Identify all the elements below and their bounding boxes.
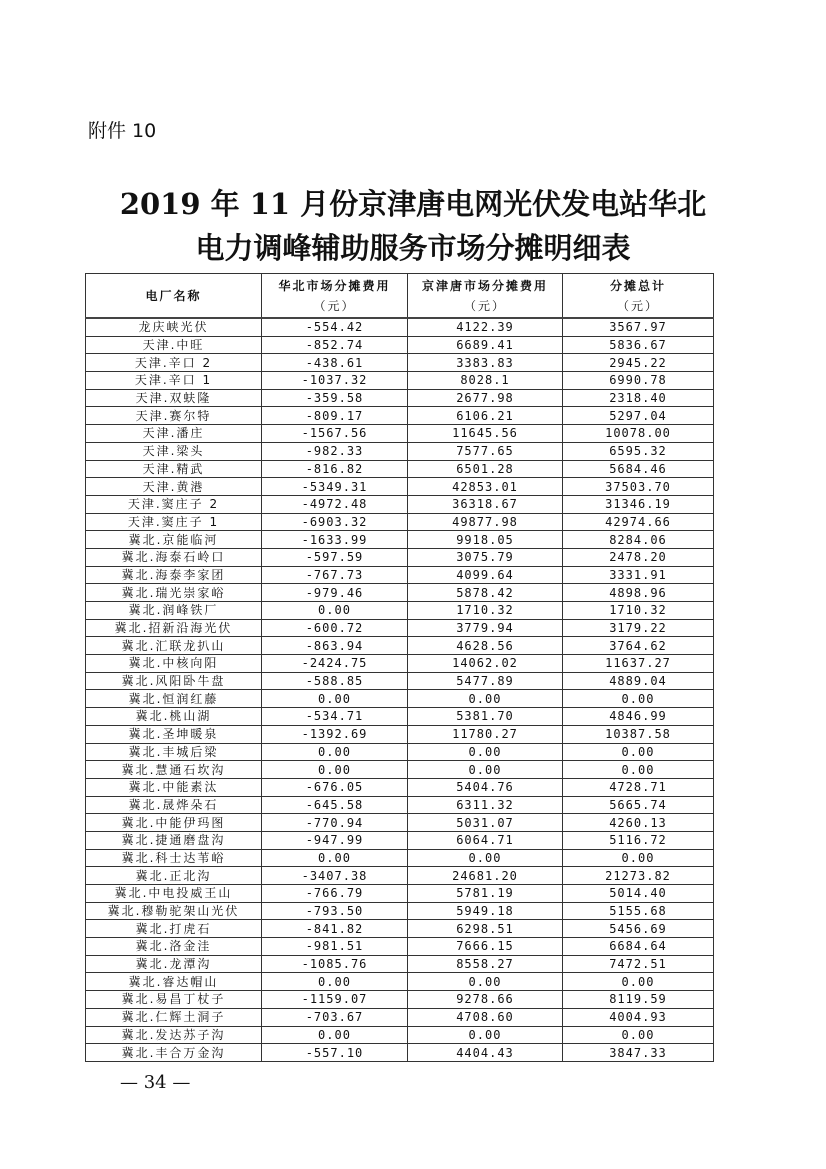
jjt-fee-cell: 2677.98 bbox=[408, 389, 563, 407]
north-china-fee-cell: -793.50 bbox=[262, 902, 408, 920]
total-cell: 3331.91 bbox=[563, 566, 714, 584]
plant-name-cell: 冀北.易昌丁杖子 bbox=[86, 991, 262, 1009]
plant-name-cell: 冀北.仁辉土洞子 bbox=[86, 1008, 262, 1026]
north-china-fee-cell: 0.00 bbox=[262, 602, 408, 620]
total-cell: 0.00 bbox=[563, 973, 714, 991]
jjt-fee-cell: 5381.70 bbox=[408, 708, 563, 726]
table-row bbox=[86, 796, 714, 814]
jjt-fee-cell: 11645.56 bbox=[408, 425, 563, 443]
table-row bbox=[86, 389, 714, 407]
plant-name-cell: 冀北.龙潭沟 bbox=[86, 955, 262, 973]
jjt-fee-cell: 6298.51 bbox=[408, 920, 563, 938]
total-cell: 8119.59 bbox=[563, 991, 714, 1009]
jjt-fee-cell: 5878.42 bbox=[408, 584, 563, 602]
plant-name-cell: 冀北.正北沟 bbox=[86, 867, 262, 885]
table-row bbox=[86, 372, 714, 390]
total-cell: 5456.69 bbox=[563, 920, 714, 938]
plant-name-cell: 冀北.中能伊玛图 bbox=[86, 814, 262, 832]
table-row bbox=[86, 867, 714, 885]
table-row bbox=[86, 407, 714, 425]
total-cell: 3567.97 bbox=[563, 318, 714, 336]
table-row bbox=[86, 849, 714, 867]
total-cell: 0.00 bbox=[563, 761, 714, 779]
table-row bbox=[86, 814, 714, 832]
plant-name-cell: 冀北.海泰李家团 bbox=[86, 566, 262, 584]
plant-name-cell: 天津.辛口 1 bbox=[86, 372, 262, 390]
jjt-fee-cell: 8028.1 bbox=[408, 372, 563, 390]
header-total bbox=[563, 274, 714, 319]
total-cell: 10387.58 bbox=[563, 725, 714, 743]
north-china-fee-cell: -600.72 bbox=[262, 619, 408, 637]
jjt-fee-cell: 4708.60 bbox=[408, 1008, 563, 1026]
plant-name-cell: 冀北.瑞光崇家峪 bbox=[86, 584, 262, 602]
jjt-fee-cell: 6064.71 bbox=[408, 831, 563, 849]
table-row bbox=[86, 920, 714, 938]
total-cell: 8284.06 bbox=[563, 531, 714, 549]
north-china-fee-cell: 0.00 bbox=[262, 761, 408, 779]
table-row bbox=[86, 478, 714, 496]
plant-name-cell: 冀北.晟烨朵石 bbox=[86, 796, 262, 814]
total-cell: 37503.70 bbox=[563, 478, 714, 496]
table-row bbox=[86, 548, 714, 566]
page-number: — 34 — bbox=[120, 1072, 191, 1093]
plant-name-cell: 天津.梁头 bbox=[86, 442, 262, 460]
total-cell: 5116.72 bbox=[563, 831, 714, 849]
plant-name-cell: 龙庆峡光伏 bbox=[86, 318, 262, 336]
table-row bbox=[86, 885, 714, 903]
jjt-fee-cell: 4628.56 bbox=[408, 637, 563, 655]
plant-name-cell: 天津.精武 bbox=[86, 460, 262, 478]
plant-name-cell: 天津.潘庄 bbox=[86, 425, 262, 443]
plant-name-cell: 冀北.京能临河 bbox=[86, 531, 262, 549]
plant-name-cell: 冀北.打虎石 bbox=[86, 920, 262, 938]
plant-name-cell: 冀北.丰城后梁 bbox=[86, 743, 262, 761]
plant-name-cell: 冀北.海泰石岭口 bbox=[86, 548, 262, 566]
total-cell: 5684.46 bbox=[563, 460, 714, 478]
total-cell: 4728.71 bbox=[563, 778, 714, 796]
north-china-fee-cell: 0.00 bbox=[262, 743, 408, 761]
plant-name-cell: 冀北.风阳卧牛盘 bbox=[86, 672, 262, 690]
total-cell: 5665.74 bbox=[563, 796, 714, 814]
plant-name-cell: 天津.黄港 bbox=[86, 478, 262, 496]
header-unit: （元） bbox=[313, 298, 356, 313]
table-row bbox=[86, 778, 714, 796]
total-cell: 2318.40 bbox=[563, 389, 714, 407]
total-cell: 2478.20 bbox=[563, 548, 714, 566]
north-china-fee-cell: -438.61 bbox=[262, 354, 408, 372]
north-china-fee-cell: -2424.75 bbox=[262, 655, 408, 673]
jjt-fee-cell: 3075.79 bbox=[408, 548, 563, 566]
north-china-fee-cell: -5349.31 bbox=[262, 478, 408, 496]
table-row bbox=[86, 831, 714, 849]
table-header-row bbox=[86, 274, 714, 319]
header-label: 分摊总计 bbox=[609, 278, 666, 293]
total-cell: 31346.19 bbox=[563, 495, 714, 513]
north-china-fee-cell: -703.67 bbox=[262, 1008, 408, 1026]
table-row bbox=[86, 743, 714, 761]
table-row bbox=[86, 602, 714, 620]
jjt-fee-cell: 14062.02 bbox=[408, 655, 563, 673]
north-china-fee-cell: -588.85 bbox=[262, 672, 408, 690]
north-china-fee-cell: -979.46 bbox=[262, 584, 408, 602]
north-china-fee-cell: -852.74 bbox=[262, 336, 408, 354]
jjt-fee-cell: 0.00 bbox=[408, 690, 563, 708]
total-cell: 0.00 bbox=[563, 743, 714, 761]
total-cell: 3179.22 bbox=[563, 619, 714, 637]
north-china-fee-cell: -982.33 bbox=[262, 442, 408, 460]
plant-name-cell: 天津.双蚨隆 bbox=[86, 389, 262, 407]
table-row bbox=[86, 336, 714, 354]
jjt-fee-cell: 0.00 bbox=[408, 743, 563, 761]
jjt-fee-cell: 0.00 bbox=[408, 761, 563, 779]
table-row bbox=[86, 354, 714, 372]
jjt-fee-cell: 49877.98 bbox=[408, 513, 563, 531]
jjt-fee-cell: 3383.83 bbox=[408, 354, 563, 372]
jjt-fee-cell: 0.00 bbox=[408, 973, 563, 991]
table-row bbox=[86, 513, 714, 531]
jjt-fee-cell: 5949.18 bbox=[408, 902, 563, 920]
plant-name-cell: 天津.窦庄子 2 bbox=[86, 495, 262, 513]
total-cell: 4004.93 bbox=[563, 1008, 714, 1026]
table-row bbox=[86, 1044, 714, 1062]
table-row bbox=[86, 566, 714, 584]
jjt-fee-cell: 6689.41 bbox=[408, 336, 563, 354]
total-cell: 0.00 bbox=[563, 849, 714, 867]
total-cell: 6990.78 bbox=[563, 372, 714, 390]
total-cell: 5014.40 bbox=[563, 885, 714, 903]
table-row bbox=[86, 531, 714, 549]
table-row bbox=[86, 991, 714, 1009]
plant-name-cell: 冀北.穆勒驼架山光伏 bbox=[86, 902, 262, 920]
plant-name-cell: 冀北.丰合万金沟 bbox=[86, 1044, 262, 1062]
jjt-fee-cell: 5781.19 bbox=[408, 885, 563, 903]
jjt-fee-cell: 5031.07 bbox=[408, 814, 563, 832]
jjt-fee-cell: 36318.67 bbox=[408, 495, 563, 513]
plant-name-cell: 冀北.恒润红藤 bbox=[86, 690, 262, 708]
jjt-fee-cell: 6501.28 bbox=[408, 460, 563, 478]
table-row bbox=[86, 637, 714, 655]
header-label: 电厂名称 bbox=[145, 288, 202, 303]
header-label: 华北市场分摊费用 bbox=[278, 278, 391, 293]
north-china-fee-cell: -645.58 bbox=[262, 796, 408, 814]
table-row bbox=[86, 1008, 714, 1026]
jjt-fee-cell: 9918.05 bbox=[408, 531, 563, 549]
page-title-line2: 电力调峰辅助服务市场分摊明细表 bbox=[195, 231, 631, 265]
jjt-fee-cell: 8558.27 bbox=[408, 955, 563, 973]
jjt-fee-cell: 42853.01 bbox=[408, 478, 563, 496]
north-china-fee-cell: -1567.56 bbox=[262, 425, 408, 443]
table-row bbox=[86, 442, 714, 460]
jjt-fee-cell: 6106.21 bbox=[408, 407, 563, 425]
attachment-label: 附件 10 bbox=[88, 120, 157, 142]
table-row bbox=[86, 672, 714, 690]
header-plant-name bbox=[86, 274, 262, 319]
north-china-fee-cell: -1159.07 bbox=[262, 991, 408, 1009]
plant-name-cell: 冀北.圣坤暖泉 bbox=[86, 725, 262, 743]
north-china-fee-cell: 0.00 bbox=[262, 973, 408, 991]
north-china-fee-cell: -6903.32 bbox=[262, 513, 408, 531]
page-title-line1: 2019 年 11 月份京津唐电网光伏发电站华北 bbox=[119, 187, 707, 221]
north-china-fee-cell: -557.10 bbox=[262, 1044, 408, 1062]
total-cell: 3847.33 bbox=[563, 1044, 714, 1062]
allocation-table bbox=[85, 273, 714, 1062]
north-china-fee-cell: -767.73 bbox=[262, 566, 408, 584]
north-china-fee-cell: -554.42 bbox=[262, 318, 408, 336]
total-cell: 7472.51 bbox=[563, 955, 714, 973]
plant-name-cell: 冀北.捷通磨盘沟 bbox=[86, 831, 262, 849]
north-china-fee-cell: -809.17 bbox=[262, 407, 408, 425]
table-body bbox=[86, 318, 714, 1061]
total-cell: 4260.13 bbox=[563, 814, 714, 832]
total-cell: 5155.68 bbox=[563, 902, 714, 920]
table-row bbox=[86, 460, 714, 478]
plant-name-cell: 冀北.中核向阳 bbox=[86, 655, 262, 673]
jjt-fee-cell: 7666.15 bbox=[408, 938, 563, 956]
jjt-fee-cell: 9278.66 bbox=[408, 991, 563, 1009]
north-china-fee-cell: -534.71 bbox=[262, 708, 408, 726]
table-row bbox=[86, 318, 714, 336]
jjt-fee-cell: 0.00 bbox=[408, 1026, 563, 1044]
jjt-fee-cell: 4404.43 bbox=[408, 1044, 563, 1062]
plant-name-cell: 冀北.慧通石坎沟 bbox=[86, 761, 262, 779]
north-china-fee-cell: -947.99 bbox=[262, 831, 408, 849]
plant-name-cell: 天津.赛尔特 bbox=[86, 407, 262, 425]
jjt-fee-cell: 11780.27 bbox=[408, 725, 563, 743]
north-china-fee-cell: -816.82 bbox=[262, 460, 408, 478]
north-china-fee-cell: 0.00 bbox=[262, 849, 408, 867]
plant-name-cell: 冀北.桃山湖 bbox=[86, 708, 262, 726]
jjt-fee-cell: 7577.65 bbox=[408, 442, 563, 460]
plant-name-cell: 冀北.中电投威王山 bbox=[86, 885, 262, 903]
jjt-fee-cell: 0.00 bbox=[408, 849, 563, 867]
north-china-fee-cell: -863.94 bbox=[262, 637, 408, 655]
table-row bbox=[86, 584, 714, 602]
jjt-fee-cell: 4122.39 bbox=[408, 318, 563, 336]
table-row bbox=[86, 495, 714, 513]
north-china-fee-cell: -359.58 bbox=[262, 389, 408, 407]
total-cell: 1710.32 bbox=[563, 602, 714, 620]
header-label: 京津唐市场分摊费用 bbox=[421, 278, 548, 293]
north-china-fee-cell: -841.82 bbox=[262, 920, 408, 938]
north-china-fee-cell: -766.79 bbox=[262, 885, 408, 903]
total-cell: 21273.82 bbox=[563, 867, 714, 885]
plant-name-cell: 冀北.汇联龙扒山 bbox=[86, 637, 262, 655]
total-cell: 4846.99 bbox=[563, 708, 714, 726]
total-cell: 6595.32 bbox=[563, 442, 714, 460]
north-china-fee-cell: -1633.99 bbox=[262, 531, 408, 549]
north-china-fee-cell: -3407.38 bbox=[262, 867, 408, 885]
total-cell: 0.00 bbox=[563, 690, 714, 708]
plant-name-cell: 天津.辛口 2 bbox=[86, 354, 262, 372]
total-cell: 42974.66 bbox=[563, 513, 714, 531]
total-cell: 4889.04 bbox=[563, 672, 714, 690]
north-china-fee-cell: -1085.76 bbox=[262, 955, 408, 973]
plant-name-cell: 冀北.中能素汰 bbox=[86, 778, 262, 796]
plant-name-cell: 冀北.招新沿海光伏 bbox=[86, 619, 262, 637]
header-jjt-fee bbox=[408, 274, 563, 319]
north-china-fee-cell: 0.00 bbox=[262, 1026, 408, 1044]
header-north-china-fee bbox=[262, 274, 408, 319]
north-china-fee-cell: 0.00 bbox=[262, 690, 408, 708]
table-row bbox=[86, 725, 714, 743]
table-row bbox=[86, 619, 714, 637]
jjt-fee-cell: 3779.94 bbox=[408, 619, 563, 637]
table-row bbox=[86, 761, 714, 779]
north-china-fee-cell: -597.59 bbox=[262, 548, 408, 566]
jjt-fee-cell: 6311.32 bbox=[408, 796, 563, 814]
jjt-fee-cell: 4099.64 bbox=[408, 566, 563, 584]
jjt-fee-cell: 1710.32 bbox=[408, 602, 563, 620]
north-china-fee-cell: -676.05 bbox=[262, 778, 408, 796]
table-row bbox=[86, 955, 714, 973]
north-china-fee-cell: -1392.69 bbox=[262, 725, 408, 743]
jjt-fee-cell: 5404.76 bbox=[408, 778, 563, 796]
table-row bbox=[86, 1026, 714, 1044]
table-row bbox=[86, 708, 714, 726]
total-cell: 4898.96 bbox=[563, 584, 714, 602]
header-unit: （元） bbox=[616, 298, 659, 313]
total-cell: 3764.62 bbox=[563, 637, 714, 655]
north-china-fee-cell: -4972.48 bbox=[262, 495, 408, 513]
table-row bbox=[86, 690, 714, 708]
plant-name-cell: 天津.窦庄子 1 bbox=[86, 513, 262, 531]
plant-name-cell: 冀北.发达苏子沟 bbox=[86, 1026, 262, 1044]
north-china-fee-cell: -981.51 bbox=[262, 938, 408, 956]
table-row bbox=[86, 973, 714, 991]
jjt-fee-cell: 5477.89 bbox=[408, 672, 563, 690]
total-cell: 6684.64 bbox=[563, 938, 714, 956]
total-cell: 5297.04 bbox=[563, 407, 714, 425]
table-row bbox=[86, 655, 714, 673]
total-cell: 11637.27 bbox=[563, 655, 714, 673]
total-cell: 2945.22 bbox=[563, 354, 714, 372]
total-cell: 10078.00 bbox=[563, 425, 714, 443]
total-cell: 5836.67 bbox=[563, 336, 714, 354]
north-china-fee-cell: -1037.32 bbox=[262, 372, 408, 390]
total-cell: 0.00 bbox=[563, 1026, 714, 1044]
plant-name-cell: 天津.中旺 bbox=[86, 336, 262, 354]
jjt-fee-cell: 24681.20 bbox=[408, 867, 563, 885]
header-unit: （元） bbox=[463, 298, 506, 313]
plant-name-cell: 冀北.睿达帽山 bbox=[86, 973, 262, 991]
table-row bbox=[86, 938, 714, 956]
north-china-fee-cell: -770.94 bbox=[262, 814, 408, 832]
plant-name-cell: 冀北.洛金洼 bbox=[86, 938, 262, 956]
table-row bbox=[86, 425, 714, 443]
table-row bbox=[86, 902, 714, 920]
plant-name-cell: 冀北.科士达苇峪 bbox=[86, 849, 262, 867]
plant-name-cell: 冀北.润峰铁厂 bbox=[86, 602, 262, 620]
